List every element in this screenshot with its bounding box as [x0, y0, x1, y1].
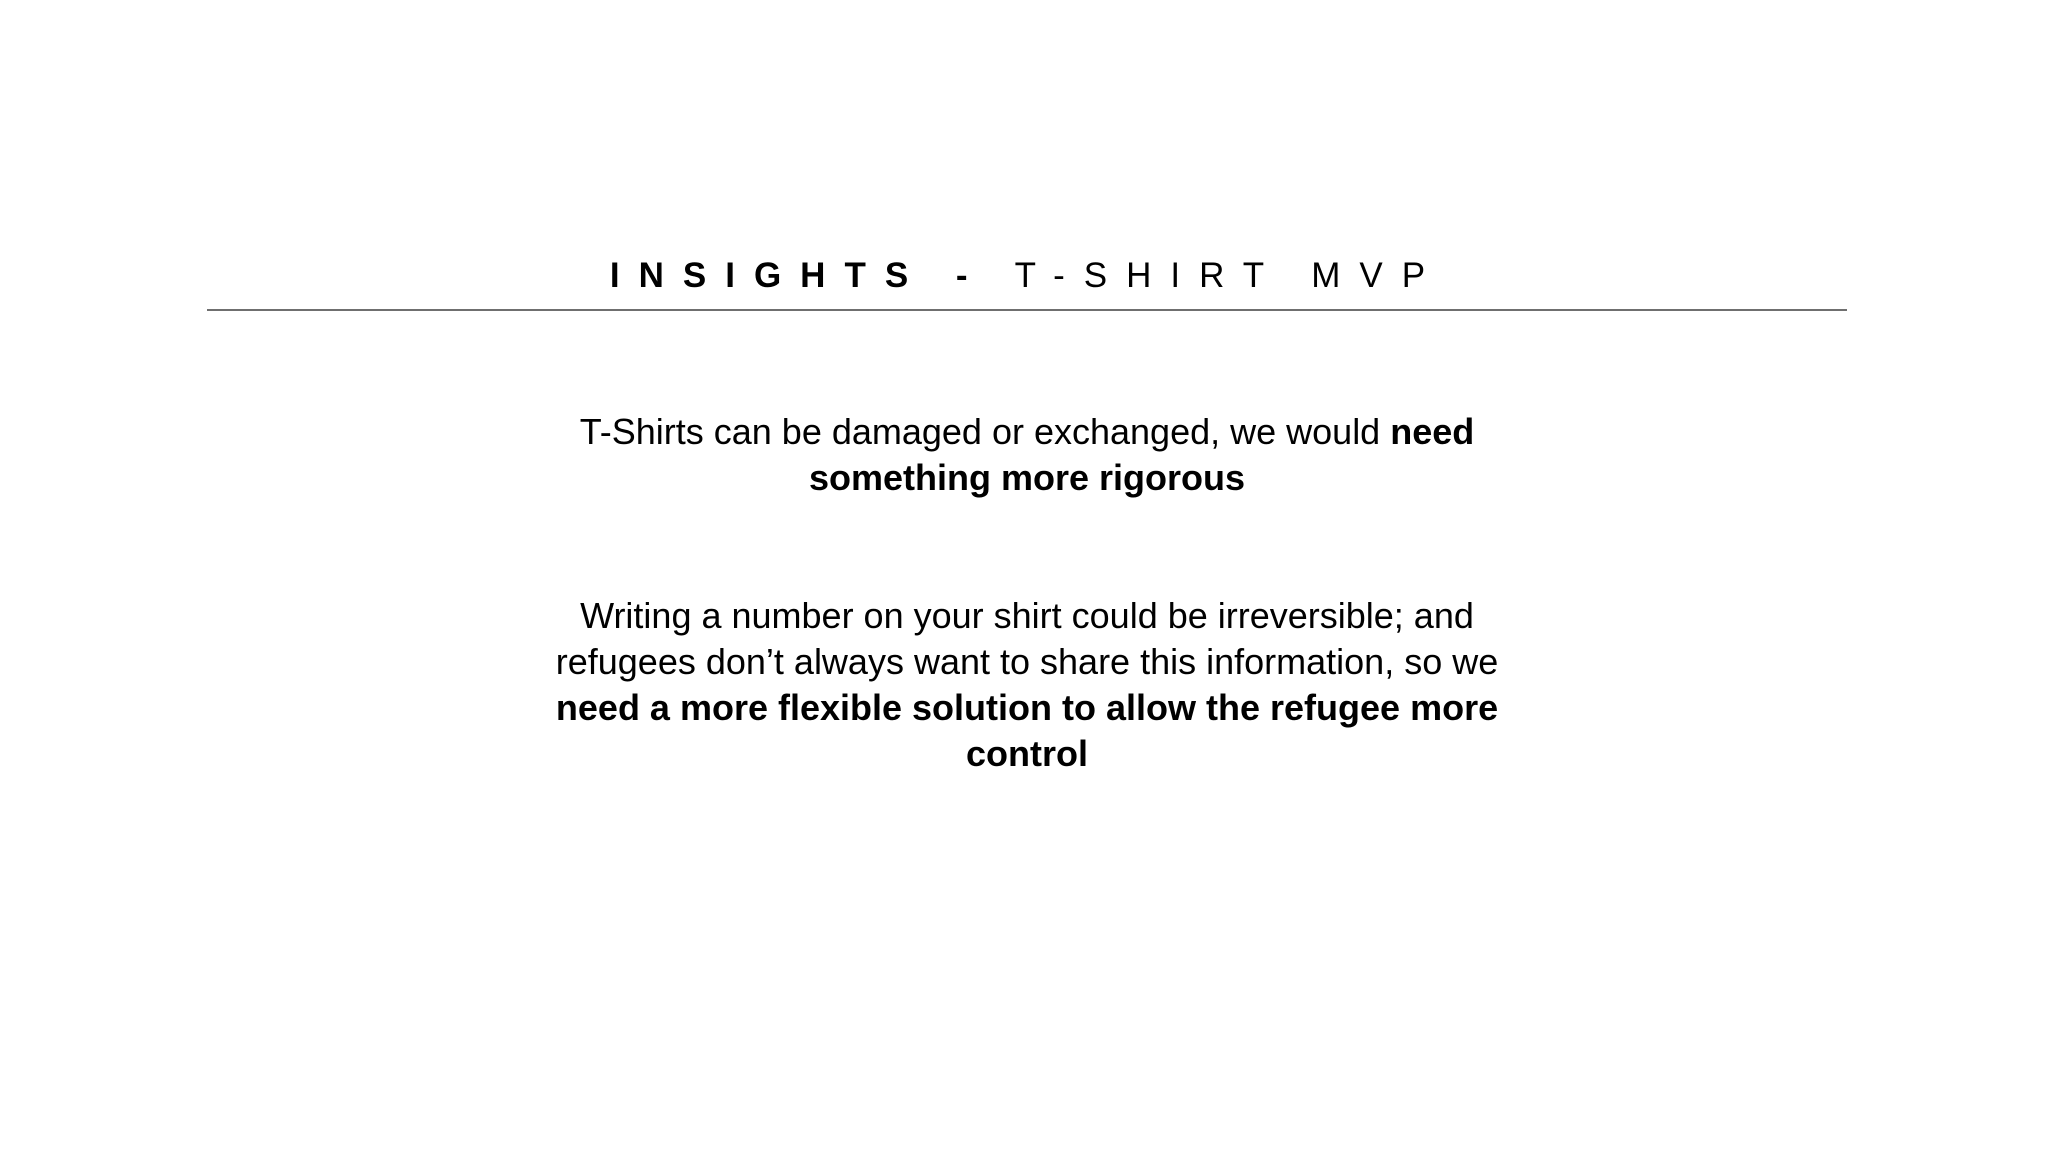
title-bold-part: INSIGHTS -	[609, 256, 987, 295]
insight-paragraph-1	[515, 409, 1539, 501]
insight-1-emphasis: need something more rigorous	[808, 411, 1475, 498]
title-light-part: T-SHIRT MVP	[1014, 256, 1445, 295]
title-divider	[207, 309, 1847, 311]
insight-paragraph-2	[515, 593, 1539, 777]
slide-title	[207, 254, 1847, 298]
insight-1-text: T-Shirts can be damaged or exchanged, we would	[579, 411, 1391, 452]
insight-2-emphasis: need a more flexible solution to allow the refugee more control	[555, 687, 1499, 774]
insight-2-text: Writing a number on your shirt could be irreversible; and refugees don’t always want to share this information, so we	[555, 595, 1499, 682]
